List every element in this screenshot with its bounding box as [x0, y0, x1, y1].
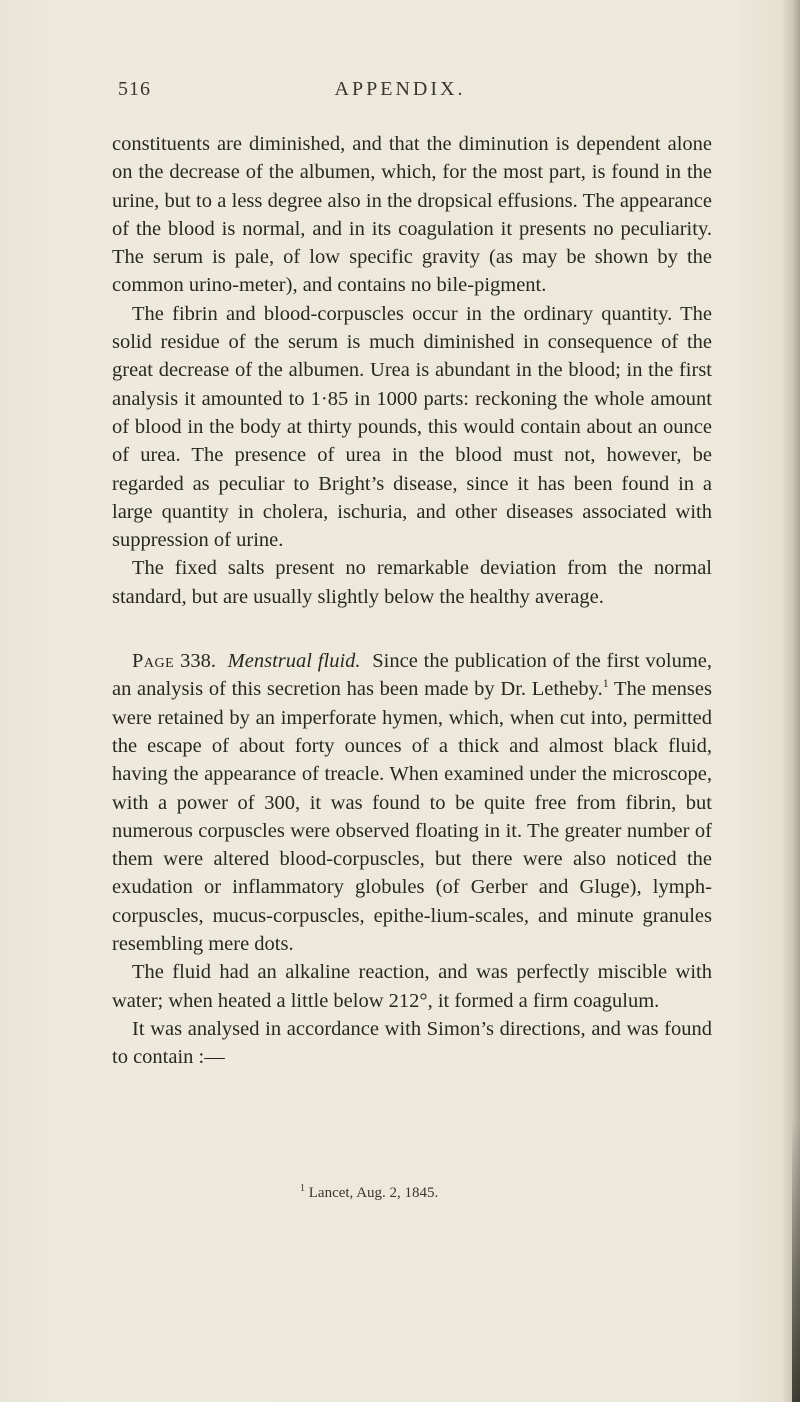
- section-gap: [112, 611, 712, 647]
- paragraph-analysis: It was analysed in accordance with Simon’s directions, and was found to contain :—: [112, 1017, 712, 1069]
- running-title: APPENDIX.: [334, 78, 466, 100]
- paragraph-text-b: The menses were retained by an imperforate hymen, which, when cut into, permitted the escape of about forty ounces of a thick and almost black fluid, having the appearance of treacle. When examined under the microscope, with a power of 300, it was found to be quite free from fibrin, but numerous corpuscles were observed floating in it. The greater number of them were altered blood-corpuscles, but there were also noticed the exudation or inflammatory globules (of Gerber and Gluge), lymph-corpuscles, mucus-corpuscles, epithe-lium-scales, and minute granules resembling mere dots.: [112, 678, 712, 956]
- paragraph-blood-constituents: constituents are diminished, and that the diminution is dependent alone on the decrease of the albumen, which, for the most part, is found in the urine, but to a less degree also in the dropsical effusions. The appearance of the blood is normal, and in its coagulation it presents no peculiarity. The serum is pale, of low specific gravity (as may be shown by the common urino-meter), and contains no bile-pigment.: [112, 133, 712, 297]
- footnote: [300, 1185, 720, 1202]
- paragraph-fibrin-urea: The fibrin and blood-corpuscles occur in the ordinary quantity. The solid residue of the serum is much diminished in consequence of the great decrease of the albumen. Urea is abundant in the blood; in the first analysis it amounted to 1·85 in 1000 parts: reckoning the whole amount of blood in the body at thirty pounds, this would contain about an ounce of urea. The presence of urea in the blood must not, however, be regarded as peculiar to Bright’s disease, since it has been found in a large quantity in cholera, ischuria, and other diseases associated with suppression of urine.: [112, 302, 712, 552]
- paragraph-menstrual-fluid: [112, 647, 712, 958]
- paragraph-fixed-salts: The fixed salts present no remarkable deviation from the normal standard, but are usually slightly below the healthy average.: [112, 557, 712, 608]
- page-number: 516: [118, 78, 151, 100]
- footnote-reference: 1: [602, 676, 609, 691]
- body-text: [112, 130, 712, 1072]
- footnote-mark: 1: [300, 1183, 305, 1194]
- paragraph-text-a: Since the publication of the first volume, an analysis of this secretion has been made by Dr. Letheby.: [112, 650, 713, 701]
- footnote-text: Lancet, Aug. 2, 1845.: [308, 1185, 439, 1201]
- page-edge-dark: [792, 1120, 800, 1402]
- paragraph-alkaline-reaction: The fluid had an alkaline reaction, and was perfectly miscible with water; when heated a little below 212°, it formed a firm coagulum.: [112, 961, 712, 1012]
- page-label: Page: [132, 650, 175, 673]
- page-reference: 338.: [180, 650, 216, 673]
- section-heading-italic: Menstrual fluid.: [227, 650, 361, 673]
